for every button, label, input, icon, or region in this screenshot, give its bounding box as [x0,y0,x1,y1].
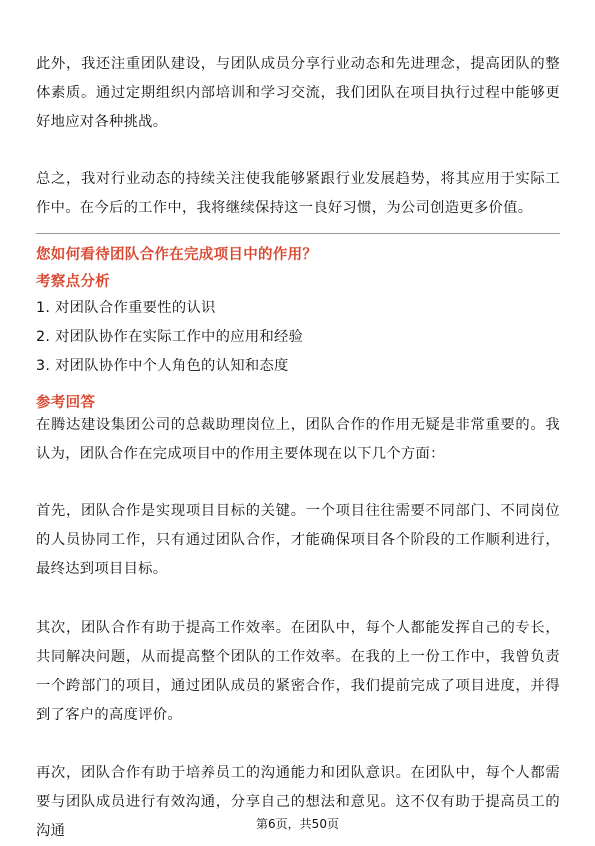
section-divider [36,233,560,234]
intro-paragraph-1: 此外，我还注重团队建设，与团队成员分享行业动态和先进理念，提高团队的整体素质。通过定期组织内部培训和学习交流，我们团队在项目执行过程中能够更好地应对各种挑战。 [36,56,560,130]
answer-paragraph: 在腾达建设集团公司的总裁助理岗位上，团队合作的作用无疑是非常重要的。我认为，团队合作在完成项目中的作用主要体现在以下几个方面： [36,417,560,462]
intro-paragraph-2: 总之，我对行业动态的持续关注使我能够紧跟行业发展趋势，将其应用于实际工作中。在今后的工作中，我将继续保持这一良好习惯，为公司创造更多价值。 [36,171,560,216]
analysis-heading: 考察点分析 [36,274,110,290]
answer-heading: 参考回答 [36,395,96,411]
question-title: 您如何看待团队合作在完成项目中的作用？ [36,247,318,263]
answer-paragraph: 其次，团队合作有助于提高工作效率。在团队中，每个人都能发挥自己的专长，共同解决问题，从而提高整个团队的工作效率。在我的上一份工作中，我曾负责一个跨部门的项目，通过团队成员的紧密合作，我们提前完成了项目进度，并得到了客户的高度评价。 [36,620,560,723]
answer-paragraph: 再次，团队合作有助于培养员工的沟通能力和团队意识。在团队中，每个人都需要与团队成员进行有效沟通，分享自己的想法和意见。这不仅有助于提高员工的沟通 [36,765,560,839]
analysis-item: 1. 对团队合作重要性的认识 [36,300,216,316]
page-number: 第6页，共50页 [256,817,339,831]
analysis-item: 3. 对团队协作中个人角色的认知和态度 [36,358,289,374]
analysis-item: 2. 对团队协作在实际工作中的应用和经验 [36,329,304,345]
answer-paragraph: 首先，团队合作是实现项目目标的关键。一个项目往往需要不同部门、不同岗位的人员协同工作，只有通过团队合作，才能确保项目各个阶段的工作顺利进行，最终达到项目目标。 [36,503,560,577]
